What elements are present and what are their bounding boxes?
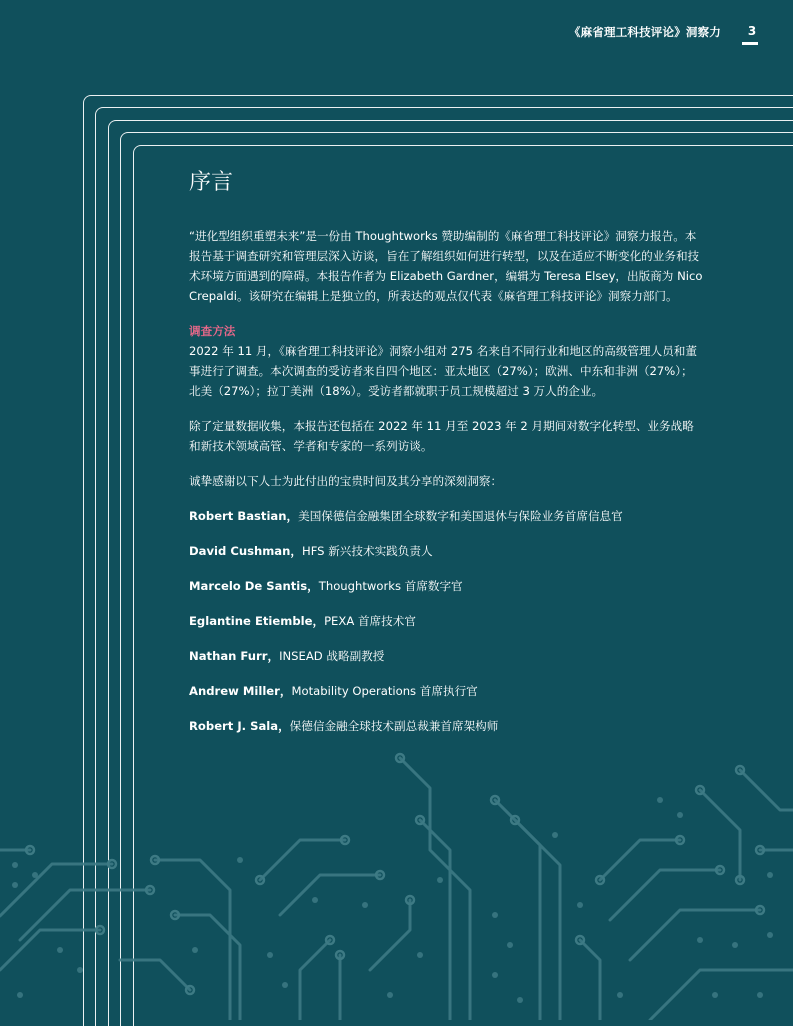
interviewee-item: [189, 681, 703, 701]
interviewee-role: Motability Operations 首席执行官: [291, 684, 478, 698]
circuit-pattern-illustration: [0, 740, 793, 1020]
method-paragraph: 2022 年 11 月，《麻省理工科技评论》洞察小组对 275 名来自不同行业和地区的高级管理人员和董事进行了调查。本次调查的受访者来自四个地区：亚太地区（27%）；欧洲、中东和非洲（27%）；北美（27%）；拉丁美洲（18%）。受访者都就职于员工规模超过 3 万人的企业。: [189, 344, 697, 398]
interviewee-item: [189, 541, 703, 561]
publication-title: 《麻省理工科技评论》洞察力: [568, 25, 721, 39]
interviewee-role: Thoughtworks 首席数字官: [318, 579, 463, 593]
interviewee-item: [189, 646, 703, 666]
interviewee-role: 保德信金融全球技术副总裁兼首席架构师: [289, 719, 499, 733]
page-title: 序言: [189, 170, 234, 195]
interviewee-item: [189, 716, 703, 736]
preface-content: [189, 168, 703, 751]
interviewee-role: 美国保德信金融集团全球数字和美国退休与保险业务首席信息官: [298, 509, 623, 523]
intro-paragraph: “进化型组织重塑未来”是一份由 Thoughtworks 赞助编制的《麻省理工科技评论》洞察力报告。本报告基于调查研究和管理层深入访谈，旨在了解组织如何进行转型，以及在适应不断变化的业务和技术环境方面遇到的障碍。本报告作者为 Elizabeth Gardner，编辑为 Teresa Elsey，出版商为 Nico Crepaldi。该研究在编辑上是独立的，所表达的观点仅代表《麻省理工科技评论》洞察力部门。: [189, 229, 703, 303]
interviewee-name: Eglantine Etiemble，: [189, 614, 325, 628]
interviewee-name: Robert J. Sala，: [189, 719, 290, 733]
interviewee-name: Andrew Miller，: [189, 684, 292, 698]
interviewee-role: INSEAD 战略副教授: [279, 649, 385, 663]
interviewee-role: PEXA 首席技术官: [324, 614, 416, 628]
interviewee-name: Robert Bastian，: [189, 509, 299, 523]
interviews-paragraph: 除了定量数据收集，本报告还包括在 2022 年 11 月至 2023 年 2 月期间对数字化转型、业务战略和新技术领域高管、学者和专家的一系列访谈。: [189, 419, 694, 453]
interviewee-name: Nathan Furr，: [189, 649, 280, 663]
method-heading: 调查方法: [189, 324, 236, 338]
interviewee-name: Marcelo De Santis，: [189, 579, 319, 593]
page-number-underline: [742, 42, 758, 45]
interviewee-item: [189, 611, 703, 631]
interviewee-role: HFS 新兴技术实践负责人: [301, 544, 433, 558]
interviewee-item: [189, 506, 703, 526]
interviewee-item: [189, 576, 703, 596]
interviewee-name: David Cushman，: [189, 544, 302, 558]
interviewee-list: [189, 506, 703, 736]
thanks-paragraph: 诚挚感谢以下人士为此付出的宝贵时间及其分享的深刻洞察：: [189, 474, 503, 488]
page-number: 3: [747, 24, 757, 38]
